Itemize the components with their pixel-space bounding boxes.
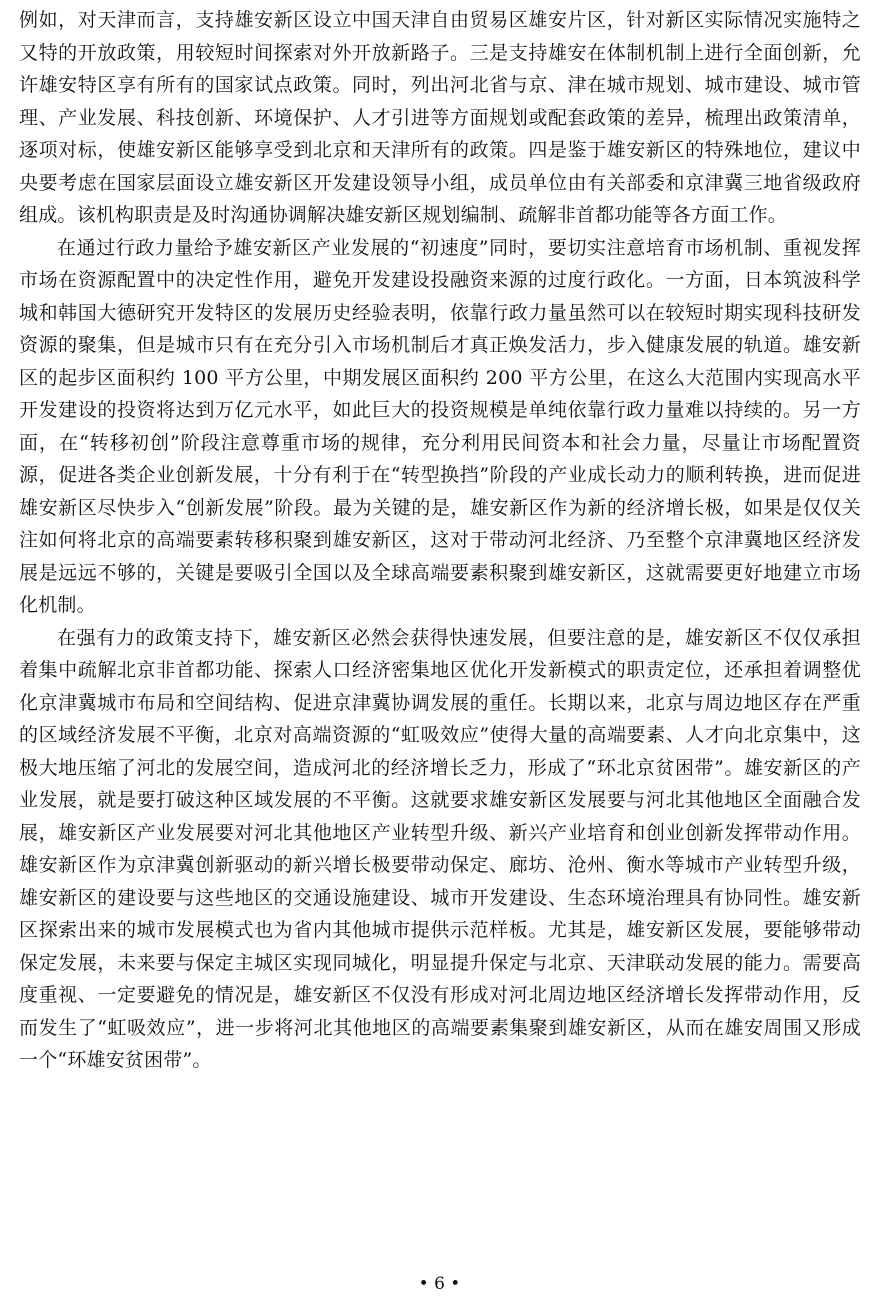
paragraph-1: 例如，对天津而言，支持雄安新区设立中国天津自由贸易区雄安片区，针对新区实际情况实施特之又特的开放政策，用较短时间探索对外开放新路子。三是支持雄安在体制机制上进行全面创新，允许雄安特区享有所有的国家试点政策。同时，列出河北省与京、津在城市规划、城市建设、城市管理、产业发展、科技创新、环境保护、人才引进等方面规划或配套政策的差异，梳理出政策清单，逐项对标，使雄安新区能够享受到北京和天津所有的政策。四是鉴于雄安新区的特殊地位，建议中央要考虑在国家层面设立雄安新区开发建设领导小组，成员单位由有关部委和京津冀三地省级政府组成。该机构职责是及时沟通协调解决雄安新区规划编制、疏解非首都功能等各方面工作。 [19,9,861,226]
paragraph-2: 在通过行政力量给予雄安新区产业发展的“初速度”同时，要切实注意培育市场机制、重视发挥市场在资源配置中的决定性作用，避免开发建设投融资来源的过度行政化。一方面，日本筑波科学城和韩国大德研究开发特区的发展历史经验表明，依靠行政力量虽然可以在较短时期实现科技研发资源的聚集，但是城市只有在充分引入市场机制后才真正焕发活力，步入健康发展的轨道。雄安新区的起步区面积约 100 平方公里，中期发展区面积约 200 平方公里，在这么大范围内实现高水平开发建设的投资将达到万亿元水平，如此巨大的投资规模是单纯依靠行政力量难以持续的。另一方面，在“转移初创”阶段注意尊重市场的规律，充分利用民间资本和社会力量，尽量让市场配置资源，促进各类企业创新发展，十分有利于在“转型换挡”阶段的产业成长动力的顺利转换，进而促进雄安新区尽快步入“创新发展”阶段。最为关键的是，雄安新区作为新的经济增长极，如果是仅仅关注如何将北京的高端要素转移积聚到雄安新区，这对于带动河北经济、乃至整个京津冀地区经济发展是远远不够的，关键是要吸引全国以及全球高端要素积聚到雄安新区，这就需要更好地建立市场化机制。 [19,236,861,616]
paragraph-3: 在强有力的政策支持下，雄安新区必然会获得快速发展，但要注意的是，雄安新区不仅仅承担着集中疏解北京非首都功能、探索人口经济密集地区优化开发新模式的职责定位，还承担着调整优化京津冀城市布局和空间结构、促进京津冀协调发展的重任。长期以来，北京与周边地区存在严重的区域经济发展不平衡，北京对高端资源的“虹吸效应”使得大量的高端要素、人才向北京集中，这极大地压缩了河北的发展空间，造成河北的经济增长乏力，形成了“环北京贫困带”。雄安新区的产业发展，就是要打破这种区域发展的不平衡。这就要求雄安新区发展要与河北其他地区全面融合发展，雄安新区产业发展要对河北其他地区产业转型升级、新兴产业培育和创业创新发挥带动作用。雄安新区作为京津冀创新驱动的新兴增长极要带动保定、廊坊、沧州、衡水等城市产业转型升级，雄安新区的建设要与这些地区的交通设施建设、城市开发建设、生态环境治理具有协同性。雄安新区探索出来的城市发展模式也为省内其他城市提供示范样板。尤其是，雄安新区发展，要能够带动保定发展，未来要与保定主城区实现同城化，明显提升保定与北京、天津联动发展的能力。需要高度重视、一定要避免的情况是，雄安新区不仅没有形成对河北周边地区经济增长发挥带动作用，反而发生了“虹吸效应”，进一步将河北其他地区的高端要素集聚到雄安新区，从而在雄安周围又形成一个“环雄安贫困带”。 [19,626,861,1071]
page-number: • 6 • [418,1274,461,1294]
document-body [19,4,861,1077]
